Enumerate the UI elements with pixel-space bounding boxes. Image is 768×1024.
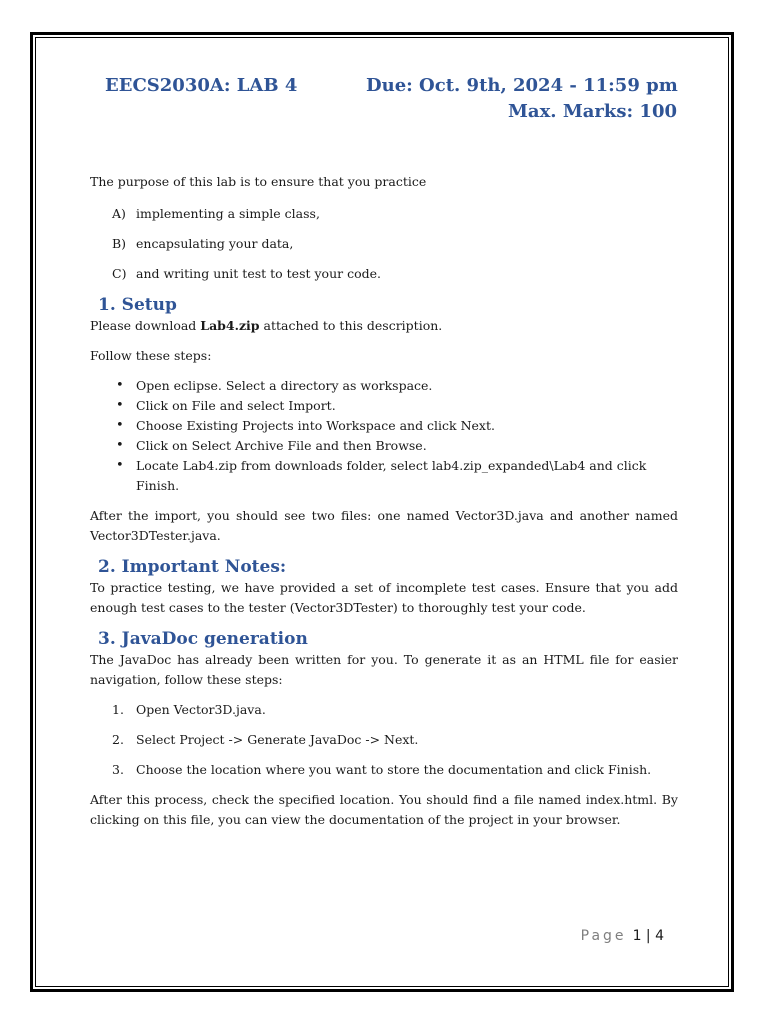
list-item: [90, 456, 678, 496]
list-item-text: implementing a simple class,: [136, 206, 320, 221]
course-title: EECS2030A: LAB 4: [105, 75, 298, 96]
page-footer: [581, 928, 664, 944]
list-marker: 1.: [112, 702, 124, 717]
page-number: 1 | 4: [632, 928, 664, 944]
setup-heading: 1. Setup: [98, 295, 177, 315]
list-item-text: Open Vector3D.java.: [136, 702, 266, 717]
list-item: [90, 204, 678, 224]
notes-heading: 2. Important Notes:: [98, 557, 287, 577]
download-text-post: attached to this description.: [259, 318, 443, 333]
setup-steps-list: [90, 376, 678, 496]
list-marker: 2.: [112, 732, 124, 747]
max-marks: Max. Marks: 100: [507, 101, 677, 122]
bullet-icon: •: [116, 398, 124, 413]
javadoc-heading: 3. JavaDoc generation: [98, 629, 308, 649]
bullet-icon: •: [116, 438, 124, 453]
list-item-text: Choose Existing Projects into Workspace and click Next.: [136, 418, 495, 433]
intro-text: The purpose of this lab is to ensure that you practice: [90, 174, 427, 189]
bullet-icon: •: [116, 458, 124, 473]
list-item: [90, 234, 678, 254]
list-item-text: Click on Select Archive File and then Browse.: [136, 438, 427, 453]
list-item: [90, 396, 678, 416]
download-filename: Lab4.zip: [200, 318, 260, 333]
due-date: Due: Oct. 9th, 2024 - 11:59 pm: [366, 75, 678, 96]
list-item-text: Choose the location where you want to store the documentation and click Finish.: [136, 762, 652, 777]
bullet-icon: •: [116, 378, 124, 393]
list-item: [90, 760, 678, 780]
list-item: [90, 700, 678, 720]
follow-steps-text: Follow these steps:: [90, 348, 212, 363]
bullet-icon: •: [116, 418, 124, 433]
page-label: Page: [580, 928, 627, 944]
download-text-pre: Please download: [90, 318, 201, 333]
list-item-text: Click on File and select Import.: [136, 398, 336, 413]
javadoc-steps-list: [90, 700, 678, 780]
notes-text: To practice testing, we have provided a set of incomplete test cases. Ensure that you add enough test cases to the tester (Vector3DTester) to thoroughly test your code.: [90, 580, 678, 615]
list-item-text: encapsulating your data,: [136, 236, 294, 251]
purpose-list: [90, 204, 678, 284]
list-item-text: and writing unit test to test your code.: [136, 266, 381, 281]
list-item: [90, 264, 678, 284]
list-item: [90, 376, 678, 396]
list-item: [90, 730, 678, 750]
download-instruction: [90, 316, 678, 336]
javadoc-result-text: After this process, check the specified location. You should find a file named index.html. By clicking on this file, you can view the documentation of the project in your browser.: [90, 792, 678, 827]
list-item: [90, 416, 678, 436]
list-marker: B): [112, 236, 127, 251]
list-marker: 3.: [112, 762, 124, 777]
javadoc-text: The JavaDoc has already been written for you. To generate it as an HTML file for easier navigation, follow these steps:: [90, 652, 678, 687]
list-marker: C): [112, 266, 127, 281]
list-item: [90, 436, 678, 456]
list-marker: A): [112, 206, 126, 221]
import-result-text: After the import, you should see two files: one named Vector3D.java and another named Vector3DTester.java.: [90, 508, 678, 543]
list-item-text: Select Project -> Generate JavaDoc -> Next.: [136, 732, 419, 747]
list-item-text: Open eclipse. Select a directory as workspace.: [136, 378, 433, 393]
list-item-text: Locate Lab4.zip from downloads folder, select lab4.zip_expanded\Lab4 and click Finish.: [136, 458, 647, 493]
document-body: [90, 172, 678, 840]
